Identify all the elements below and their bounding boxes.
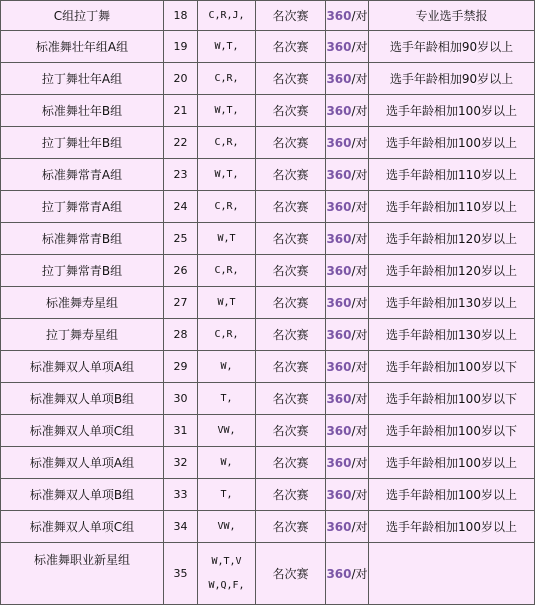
fee-amount: 360 — [326, 520, 352, 534]
dance-codes: C,R, — [198, 191, 256, 223]
event-name: 标准舞双人单项B组 — [1, 383, 164, 415]
event-number: 26 — [164, 255, 198, 287]
eligibility-note: 选手年龄相加110岁以上 — [369, 159, 535, 191]
fee-unit: /对 — [351, 136, 368, 150]
competition-format: 名次赛 — [256, 351, 326, 383]
table-row — [1, 223, 535, 255]
fee-unit: /对 — [351, 456, 368, 470]
eligibility-note: 选手年龄相加110岁以上 — [369, 191, 535, 223]
fee-amount: 360 — [326, 296, 352, 310]
entry-fee — [326, 447, 369, 479]
fee-amount: 360 — [326, 136, 352, 150]
entry-fee — [326, 415, 369, 447]
entry-fee — [326, 543, 369, 605]
entry-fee — [326, 351, 369, 383]
fee-unit: /对 — [351, 392, 368, 406]
fee-amount: 360 — [326, 9, 352, 23]
table-row — [1, 31, 535, 63]
fee-unit: /对 — [351, 200, 368, 214]
table-row — [1, 63, 535, 95]
table-row — [1, 511, 535, 543]
fee-unit: /对 — [351, 360, 368, 374]
dance-codes: W,T — [198, 223, 256, 255]
event-number: 29 — [164, 351, 198, 383]
eligibility-note: 选手年龄相加100岁以下 — [369, 351, 535, 383]
fee-amount: 360 — [326, 488, 352, 502]
event-number: 28 — [164, 319, 198, 351]
dance-codes — [198, 543, 256, 605]
event-number: 33 — [164, 479, 198, 511]
eligibility-note: 专业选手禁报 — [369, 1, 535, 31]
eligibility-note: 选手年龄相加130岁以上 — [369, 319, 535, 351]
event-name: 标准舞壮年B组 — [1, 95, 164, 127]
event-name: 拉丁舞常青B组 — [1, 255, 164, 287]
fee-unit: /对 — [351, 40, 368, 54]
eligibility-note: 选手年龄相加100岁以上 — [369, 447, 535, 479]
table-row — [1, 383, 535, 415]
event-name: 标准舞壮年组A组 — [1, 31, 164, 63]
fee-amount: 360 — [326, 104, 352, 118]
competition-format: 名次赛 — [256, 479, 326, 511]
entry-fee — [326, 319, 369, 351]
eligibility-note: 选手年龄相加120岁以上 — [369, 223, 535, 255]
table-row — [1, 191, 535, 223]
dance-codes: T, — [198, 383, 256, 415]
event-name: 拉丁舞壮年A组 — [1, 63, 164, 95]
fee-amount: 360 — [326, 328, 352, 342]
competition-format: 名次赛 — [256, 287, 326, 319]
event-name: 标准舞双人单项C组 — [1, 415, 164, 447]
dance-codes: VW, — [198, 415, 256, 447]
fee-unit: /对 — [351, 424, 368, 438]
eligibility-note: 选手年龄相加100岁以上 — [369, 95, 535, 127]
dance-codes: W,T, — [198, 31, 256, 63]
event-table-body — [1, 1, 535, 605]
fee-amount: 360 — [326, 264, 352, 278]
entry-fee — [326, 63, 369, 95]
event-name: 标准舞常青A组 — [1, 159, 164, 191]
table-row — [1, 287, 535, 319]
event-name: C组拉丁舞 — [1, 1, 164, 31]
fee-unit: /对 — [351, 9, 368, 23]
table-row — [1, 447, 535, 479]
competition-format: 名次赛 — [256, 447, 326, 479]
entry-fee — [326, 223, 369, 255]
fee-amount: 360 — [326, 232, 352, 246]
entry-fee — [326, 383, 369, 415]
entry-fee — [326, 479, 369, 511]
competition-format: 名次赛 — [256, 255, 326, 287]
fee-unit: /对 — [351, 296, 368, 310]
table-row — [1, 319, 535, 351]
competition-format: 名次赛 — [256, 319, 326, 351]
event-number: 18 — [164, 1, 198, 31]
competition-format: 名次赛 — [256, 511, 326, 543]
eligibility-note: 选手年龄相加120岁以上 — [369, 255, 535, 287]
event-name: 标准舞常青B组 — [1, 223, 164, 255]
fee-unit: /对 — [351, 104, 368, 118]
event-number: 23 — [164, 159, 198, 191]
event-number: 22 — [164, 127, 198, 159]
entry-fee — [326, 95, 369, 127]
eligibility-note: 选手年龄相加100岁以下 — [369, 415, 535, 447]
table-row — [1, 351, 535, 383]
table-row-35 — [1, 543, 535, 605]
competition-format: 名次赛 — [256, 223, 326, 255]
event-number: 32 — [164, 447, 198, 479]
dance-codes: C,R,J, — [198, 1, 256, 31]
eligibility-note: 选手年龄相加130岁以上 — [369, 287, 535, 319]
table-row — [1, 95, 535, 127]
event-name: 标准舞双人单项A组 — [1, 447, 164, 479]
event-number: 20 — [164, 63, 198, 95]
fee-amount: 360 — [326, 567, 352, 581]
dance-codes-line-1: W,T,V — [211, 555, 242, 567]
competition-format: 名次赛 — [256, 415, 326, 447]
event-name: 标准舞双人单项A组 — [1, 351, 164, 383]
event-name: 标准舞双人单项C组 — [1, 511, 164, 543]
fee-unit: /对 — [351, 168, 368, 182]
eligibility-note: 选手年龄相加90岁以上 — [369, 63, 535, 95]
entry-fee — [326, 255, 369, 287]
entry-fee — [326, 31, 369, 63]
event-name: 标准舞双人单项B组 — [1, 479, 164, 511]
event-name-text: 标准舞职业新星组 — [33, 553, 130, 567]
competition-format: 名次赛 — [256, 127, 326, 159]
event-number: 19 — [164, 31, 198, 63]
table-row — [1, 415, 535, 447]
dance-codes: C,R, — [198, 127, 256, 159]
fee-unit: /对 — [351, 567, 368, 581]
dance-codes: C,R, — [198, 255, 256, 287]
fee-unit: /对 — [351, 232, 368, 246]
table-row — [1, 1, 535, 31]
fee-unit: /对 — [351, 520, 368, 534]
entry-fee — [326, 511, 369, 543]
competition-format: 名次赛 — [256, 63, 326, 95]
eligibility-note: 选手年龄相加100岁以上 — [369, 479, 535, 511]
dance-codes: C,R, — [198, 319, 256, 351]
event-name — [1, 543, 164, 605]
eligibility-note — [369, 543, 535, 605]
event-number: 25 — [164, 223, 198, 255]
dance-codes: C,R, — [198, 63, 256, 95]
event-number: 21 — [164, 95, 198, 127]
fee-amount: 360 — [326, 168, 352, 182]
entry-fee — [326, 191, 369, 223]
fee-amount: 360 — [326, 200, 352, 214]
competition-format: 名次赛 — [256, 31, 326, 63]
entry-fee — [326, 287, 369, 319]
fee-unit: /对 — [351, 264, 368, 278]
competition-format: 名次赛 — [256, 95, 326, 127]
event-number: 31 — [164, 415, 198, 447]
fee-unit: /对 — [351, 488, 368, 502]
fee-amount: 360 — [326, 40, 352, 54]
dance-codes: W, — [198, 447, 256, 479]
competition-format: 名次赛 — [256, 191, 326, 223]
fee-unit: /对 — [351, 328, 368, 342]
dance-codes: W, — [198, 351, 256, 383]
event-number: 34 — [164, 511, 198, 543]
event-name: 标准舞寿星组 — [1, 287, 164, 319]
dance-codes-line-2: W,Q,F, — [208, 579, 245, 591]
dance-codes: W,T, — [198, 95, 256, 127]
event-number: 27 — [164, 287, 198, 319]
fee-unit: /对 — [351, 72, 368, 86]
fee-amount: 360 — [326, 360, 352, 374]
competition-format: 名次赛 — [256, 1, 326, 31]
eligibility-note: 选手年龄相加90岁以上 — [369, 31, 535, 63]
dance-codes: W,T — [198, 287, 256, 319]
event-name: 拉丁舞壮年B组 — [1, 127, 164, 159]
table-row — [1, 479, 535, 511]
eligibility-note: 选手年龄相加100岁以下 — [369, 383, 535, 415]
dance-codes: W,T, — [198, 159, 256, 191]
table-row — [1, 127, 535, 159]
competition-format: 名次赛 — [256, 383, 326, 415]
dance-codes: VW, — [198, 511, 256, 543]
entry-fee — [326, 127, 369, 159]
table-row — [1, 159, 535, 191]
fee-amount: 360 — [326, 456, 352, 470]
competition-format: 名次赛 — [256, 159, 326, 191]
dance-codes: T, — [198, 479, 256, 511]
eligibility-note: 选手年龄相加100岁以上 — [369, 511, 535, 543]
entry-fee — [326, 159, 369, 191]
competition-format: 名次赛 — [256, 543, 326, 605]
fee-amount: 360 — [326, 72, 352, 86]
event-name: 拉丁舞常青A组 — [1, 191, 164, 223]
eligibility-note: 选手年龄相加100岁以上 — [369, 127, 535, 159]
table-row — [1, 255, 535, 287]
event-name: 拉丁舞寿星组 — [1, 319, 164, 351]
event-number: 35 — [164, 543, 198, 605]
fee-amount: 360 — [326, 392, 352, 406]
event-number: 24 — [164, 191, 198, 223]
entry-fee — [326, 1, 369, 31]
event-number: 30 — [164, 383, 198, 415]
fee-amount: 360 — [326, 424, 352, 438]
